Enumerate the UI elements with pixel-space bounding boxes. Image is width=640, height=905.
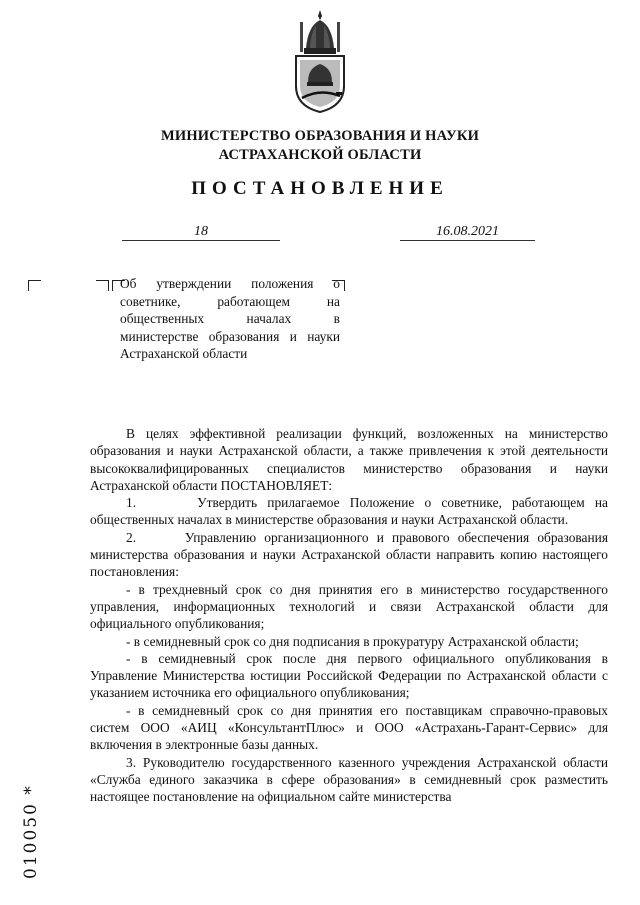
side-serial-number bbox=[18, 748, 41, 888]
body-paragraph: 3. Руководителю государственного казенного учреждения Астраханской области «Служба единого заказчика в сфере образования» в семидневный срок разместить настоящее постановление на официальном сайте министерства bbox=[90, 754, 608, 805]
ministry-name-line2: АСТРАХАНСКОЙ ОБЛАСТИ bbox=[218, 147, 422, 163]
bracket-mark bbox=[28, 280, 41, 291]
body-list-item: - в семидневный срок со дня принятия его поставщикам справочно-правовых систем ООО «АИЦ «КонсультантПлюс» и ООО «Астрахань-Гарант-Сервис» для включения в электронные базы данных. bbox=[90, 702, 608, 753]
document-title: ПОСТАНОВЛЕНИЕ bbox=[191, 178, 449, 199]
body-list-item: - в семидневный срок со дня подписания в прокуратуру Астраханской области; bbox=[126, 633, 579, 649]
body-paragraph: 1. Утвердить прилагаемое Положение о советнике, работающем на общественных началах в министерстве образования и науки Астраханской области. bbox=[90, 495, 608, 528]
document-subject: Об утверждении положения о советнике, работающем на общественных началах в министерстве образования и науки Астраханской области bbox=[120, 276, 340, 361]
body-paragraph: 2. Управлению организационного и правового обеспечения образования министерства образования и науки Астраханской области направить копию настоящего постановления: bbox=[90, 529, 608, 580]
coat-of-arms-icon bbox=[286, 8, 354, 116]
body-list-item: - в трехдневный срок со дня принятия его в министерство государственного управления, информационных технологий и связи Астраханской области для официального опубликования; bbox=[90, 581, 608, 632]
ministry-name-line1: МИНИСТЕРСТВО ОБРАЗОВАНИЯ И НАУКИ bbox=[160, 128, 480, 144]
bracket-mark bbox=[96, 280, 109, 291]
document-date: 16.08.2021 bbox=[400, 224, 535, 241]
body-list-item: - в семидневный срок после дня первого официального опубликования в Управление Министерства юстиции Российской Федерации по Астраханской области с указанием источника его официального опубликования; bbox=[90, 650, 608, 701]
body-paragraph: В целях эффективной реализации функций, возложенных на министерство образования и науки Астраханской области, а также привлечения к этой деятельности высококвалифицированных специалистов министерство образования и науки Астраханской области ПОСТАНОВЛЯЕТ: bbox=[90, 426, 608, 493]
document-number: 18 bbox=[122, 224, 280, 241]
document-body bbox=[90, 425, 608, 806]
side-serial-text: 010050 * bbox=[21, 784, 41, 879]
